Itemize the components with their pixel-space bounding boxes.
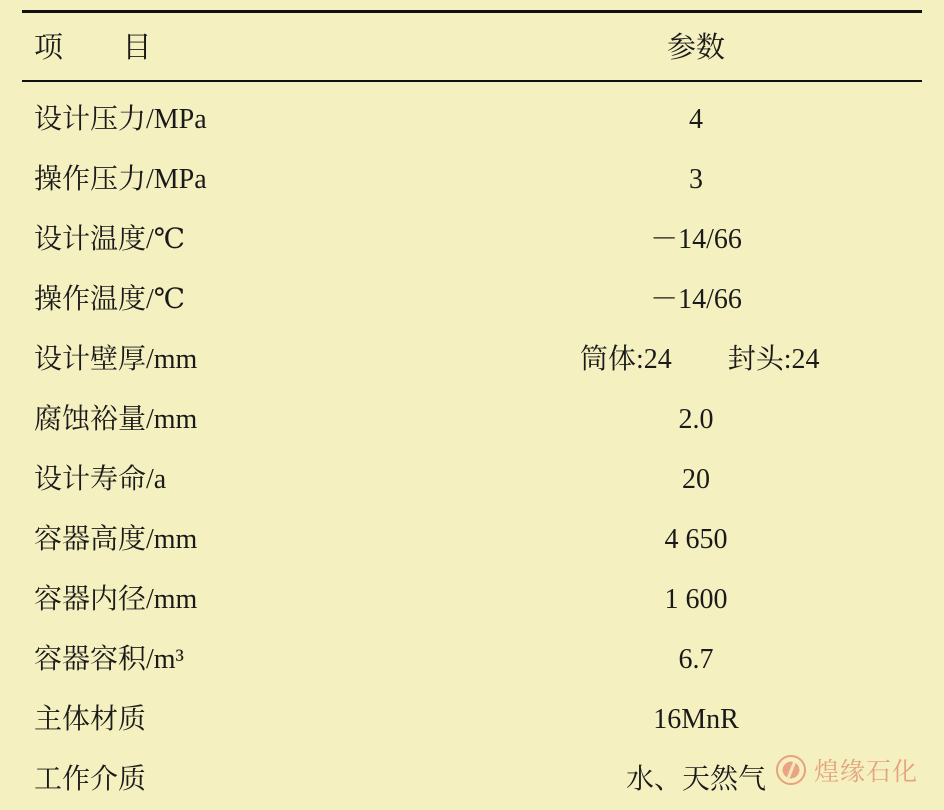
table-header bbox=[22, 13, 922, 80]
table-row bbox=[22, 450, 922, 510]
row-label: 设计压力/MPa bbox=[34, 103, 207, 135]
row-label: 设计壁厚/mm bbox=[34, 343, 198, 375]
table-row bbox=[22, 150, 922, 210]
row-label: 设计温度/℃ bbox=[34, 223, 186, 255]
table-row bbox=[22, 210, 922, 270]
row-label: 操作温度/℃ bbox=[34, 283, 186, 315]
table-row bbox=[22, 330, 922, 390]
row-value: 2.0 bbox=[678, 403, 714, 435]
row-label: 工作介质 bbox=[34, 763, 147, 795]
row-label: 容器内径/mm bbox=[34, 583, 198, 615]
row-value: 水、天然气 bbox=[625, 763, 766, 795]
row-label: 主体材质 bbox=[34, 703, 147, 735]
specification-table-body bbox=[22, 82, 922, 810]
spec-table-sheet bbox=[0, 10, 944, 794]
table-header-row bbox=[22, 13, 922, 80]
row-label: 容器容积/m³ bbox=[34, 643, 184, 675]
column-header-parameter: 参数 bbox=[666, 32, 725, 64]
watermark-text: 煌缘石化 bbox=[813, 759, 918, 786]
row-value: 1 600 bbox=[664, 583, 728, 615]
table-body bbox=[22, 82, 922, 810]
row-value: 16MnR bbox=[653, 703, 739, 735]
table-row bbox=[22, 270, 922, 330]
row-value: －14/66 bbox=[650, 283, 742, 315]
row-label: 腐蚀裕量/mm bbox=[34, 403, 198, 435]
row-value: 20 bbox=[682, 463, 710, 495]
row-value: 6.7 bbox=[678, 643, 714, 675]
table-row bbox=[22, 390, 922, 450]
row-value: －14/66 bbox=[650, 223, 742, 255]
table-row bbox=[22, 630, 922, 690]
row-value: 4 650 bbox=[664, 523, 728, 555]
row-label: 操作压力/MPa bbox=[34, 163, 207, 195]
column-header-item: 项 目 bbox=[34, 32, 153, 64]
table-row bbox=[22, 570, 922, 630]
table-row bbox=[22, 82, 922, 150]
specification-table bbox=[22, 13, 922, 80]
row-label: 设计寿命/a bbox=[34, 463, 167, 495]
row-value: 筒体:24 封头:24 bbox=[580, 343, 820, 375]
table-row bbox=[22, 510, 922, 570]
row-label: 容器高度/mm bbox=[34, 523, 198, 555]
table-row bbox=[22, 690, 922, 750]
row-value: 3 bbox=[689, 163, 703, 195]
table-row bbox=[22, 750, 922, 810]
row-value: 4 bbox=[689, 103, 703, 135]
